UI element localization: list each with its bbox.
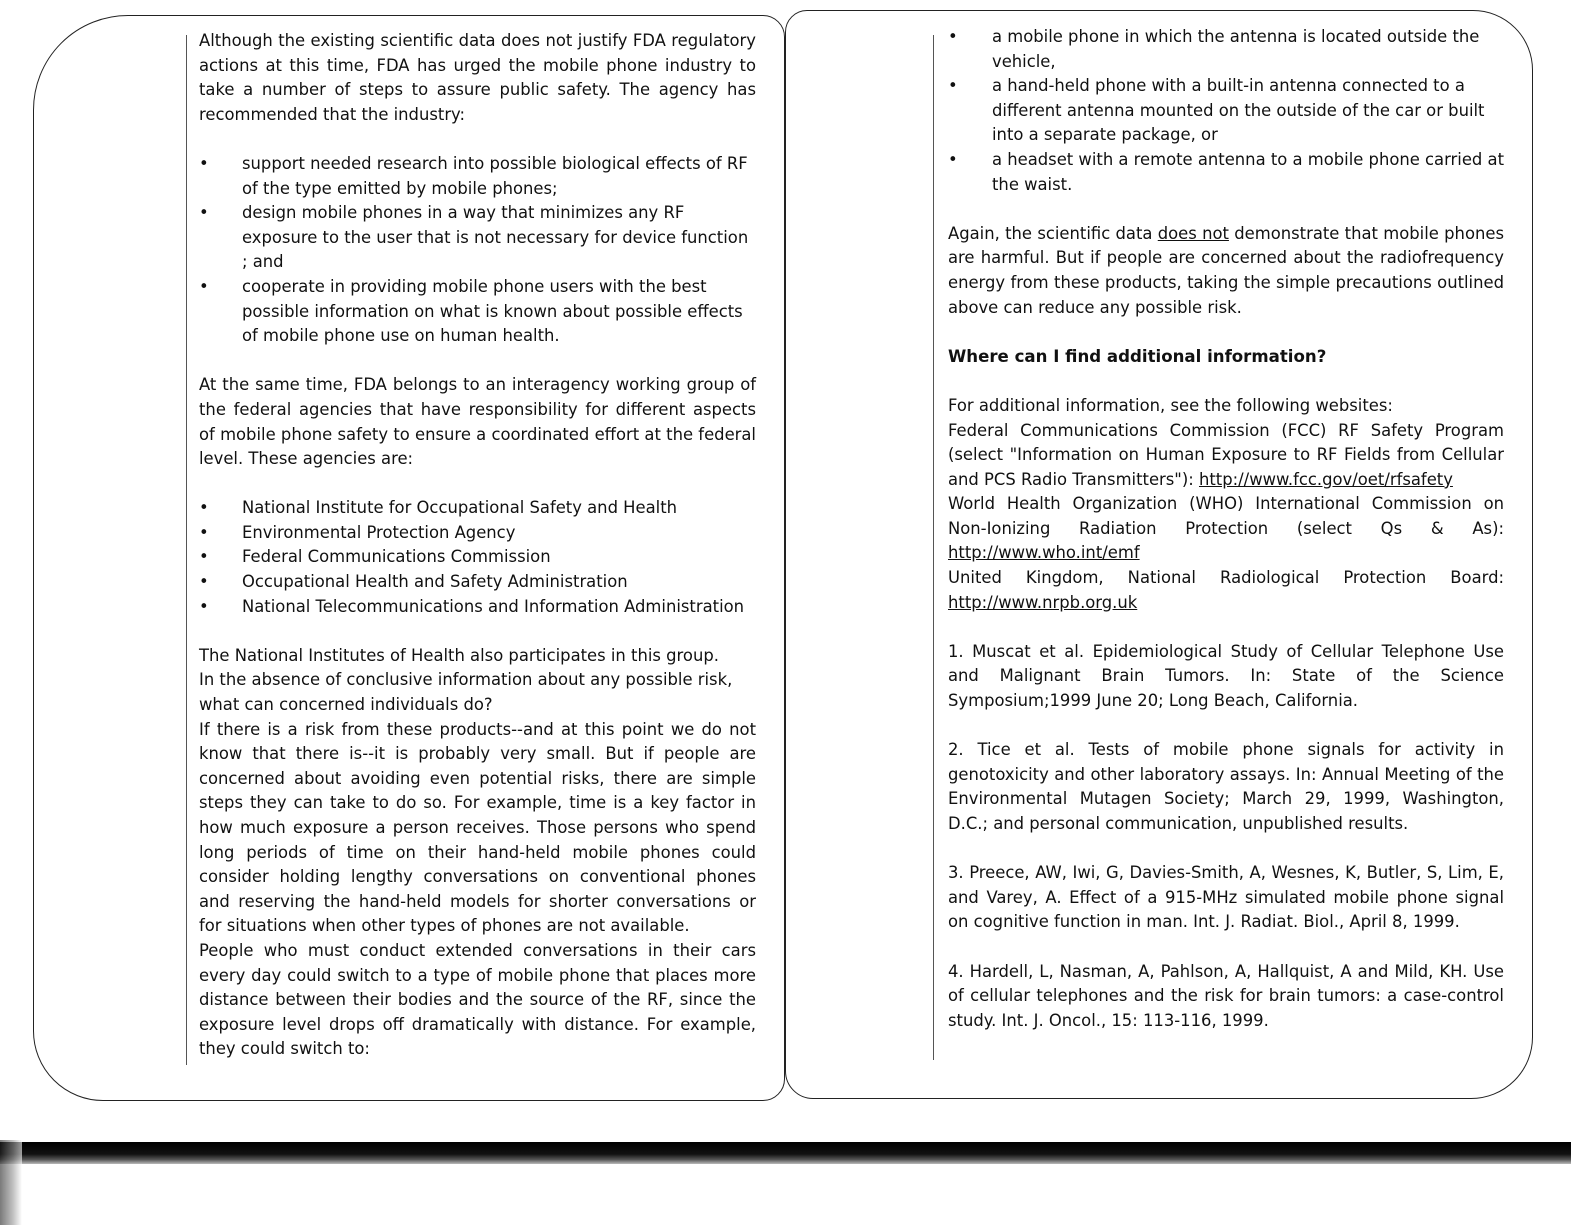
reference-4: 4. Hardell, L, Nasman, A, Pahlson, A, Hallquist, A and Mild, KH. Use of cellular telephones and the risk for brain tumors: a case-control study. Int. J. Oncol., 15: 113-116, 1999. <box>948 961 1504 1030</box>
bullet-icon: • <box>199 572 209 592</box>
bullet-icon: • <box>948 76 958 96</box>
intro-paragraph: Although the existing scientific data does not justify FDA regulatory actions at this time, FDA has urged the mobile phone industry to take a number of steps to assure public safety. The agency has recommended that the industry: <box>199 31 756 124</box>
fcc-link[interactable]: http://www.fcc.gov/oet/rfsafety <box>1198 469 1453 489</box>
risk-paragraph: If there is a risk from these products--and at this point we do not know that there is--it is probably very small. But if people are concerned about avoiding even potential risks, there are simple steps they can take to do so. For example, time is a key factor in how much exposure a person receives. Those persons who spend long periods of time on their hand-held mobile phones could consider holding lengthy conversations on conventional phones and reserving the hand-held models for shorter conversations or for situations when other types of phones are not available. <box>199 719 756 936</box>
right-column <box>948 25 1504 1033</box>
fcc-paragraph: Federal Communications Commission (FCC) RF Safety Program (select "Information on Human Exposure to RF Fields from Cellular and PCS Radio Transmitters"): http://www.fcc.gov/oet/rfsafety <box>948 420 1504 489</box>
scan-edge-shadow <box>0 1140 22 1225</box>
list-item: • cooperate in providing mobile phone users with the best possible information on what is known about possible effects of mobile phone use on human health. <box>199 276 743 346</box>
list-item: • design mobile phones in a way that minimizes any RF exposure to the user that is not necessary for device function ; and <box>199 203 749 272</box>
reference-3: 3. Preece, AW, Iwi, G, Davies-Smith, A, Wesnes, K, Butler, S, Lim, E, and Varey, A. Effect of a 915-MHz simulated mobile phone signal on cognitive function in man. Int. J. Radiat. Biol., April 8, 1999. <box>948 863 1504 932</box>
who-paragraph: World Health Organization (WHO) International Commission on Non-Ionizing Radiation Protection (select Qs & As): http://www.who.int/emf <box>948 494 1504 563</box>
bullet-icon: • <box>199 547 209 567</box>
again-paragraph: Again, the scientific data does not demonstrate that mobile phones are harmful. But if people are concerned about the radiofrequency energy from these products, taking the simple precautions outlined above can reduce any possible risk. <box>948 223 1504 317</box>
websites-intro: For additional information, see the following websites: <box>948 395 1393 415</box>
list-item: • Occupational Health and Safety Administration <box>199 570 756 595</box>
list-item: • Environmental Protection Agency <box>199 521 756 546</box>
bullet-icon: • <box>199 276 209 296</box>
list-item: • support needed research into possible biological effects of RF of the type emitted by mobile phones; <box>199 153 748 198</box>
bullet-icon: • <box>199 498 209 518</box>
list-item: • a headset with a remote antenna to a mobile phone carried at the waist. <box>948 149 1505 194</box>
reference-1: 1. Muscat et al. Epidemiological Study of Cellular Telephone Use and Malignant Brain Tumors. In: State of the Science Symposium;1999 June 20; Long Beach, California. <box>948 641 1504 711</box>
interagency-paragraph: At the same time, FDA belongs to an interagency working group of the federal agencies that have responsibility for different aspects of mobile phone safety to ensure a coordinated effort at the federal level. These agencies are: <box>199 375 756 469</box>
question-paragraph: In the absence of conclusive information about any possible risk, what can concerned individuals do? <box>199 670 733 715</box>
industry-steps-list <box>199 152 756 349</box>
uk-paragraph: United Kingdom, National Radiological Protection Board: http://www.nrpb.org.uk <box>948 568 1504 612</box>
agencies-list <box>199 496 756 619</box>
bullet-icon: • <box>199 203 209 223</box>
list-item: • a hand-held phone with a built-in antenna connected to a different antenna mounted on the outside of the car or built into a separate package, or <box>948 76 1485 145</box>
cars-paragraph: People who must conduct extended conversations in their cars every day could switch to a type of mobile phone that places more distance between their bodies and the source of the RF, since the exposure level drops off dramatically with distance. For example, they could switch to: <box>199 940 756 1059</box>
right-margin-rule <box>933 35 934 1060</box>
nih-paragraph: The National Institutes of Health also participates in this group. <box>199 645 719 665</box>
left-column <box>199 29 756 1062</box>
emphasis-does-not: does not <box>1157 223 1229 243</box>
scan-edge-band <box>0 1142 1571 1164</box>
section-heading: Where can I find additional information? <box>948 346 1327 366</box>
bullet-icon: • <box>199 596 209 616</box>
list-item: • Federal Communications Commission <box>199 545 756 570</box>
bullet-icon: • <box>948 149 958 169</box>
reference-2: 2. Tice et al. Tests of mobile phone signals for activity in genotoxicity and other laboratory assays. In: Annual Meeting of the Environmental Mutagen Society; March 29, 1999, Washington, D.C.; and personal communication, unpublished results. <box>948 740 1504 833</box>
list-item: • a mobile phone in which the antenna is located outside the vehicle, <box>948 27 1480 71</box>
bullet-icon: • <box>199 153 209 173</box>
left-margin-rule <box>186 35 187 1065</box>
bullet-icon: • <box>948 27 958 46</box>
list-item: • National Institute for Occupational Safety and Health <box>199 496 756 521</box>
list-item: • National Telecommunications and Information Administration <box>199 595 756 620</box>
nrpb-link[interactable]: http://www.nrpb.org.uk <box>948 592 1138 612</box>
bullet-icon: • <box>199 522 209 542</box>
phone-options-list <box>948 25 1504 197</box>
who-link[interactable]: http://www.who.int/emf <box>948 543 1140 563</box>
